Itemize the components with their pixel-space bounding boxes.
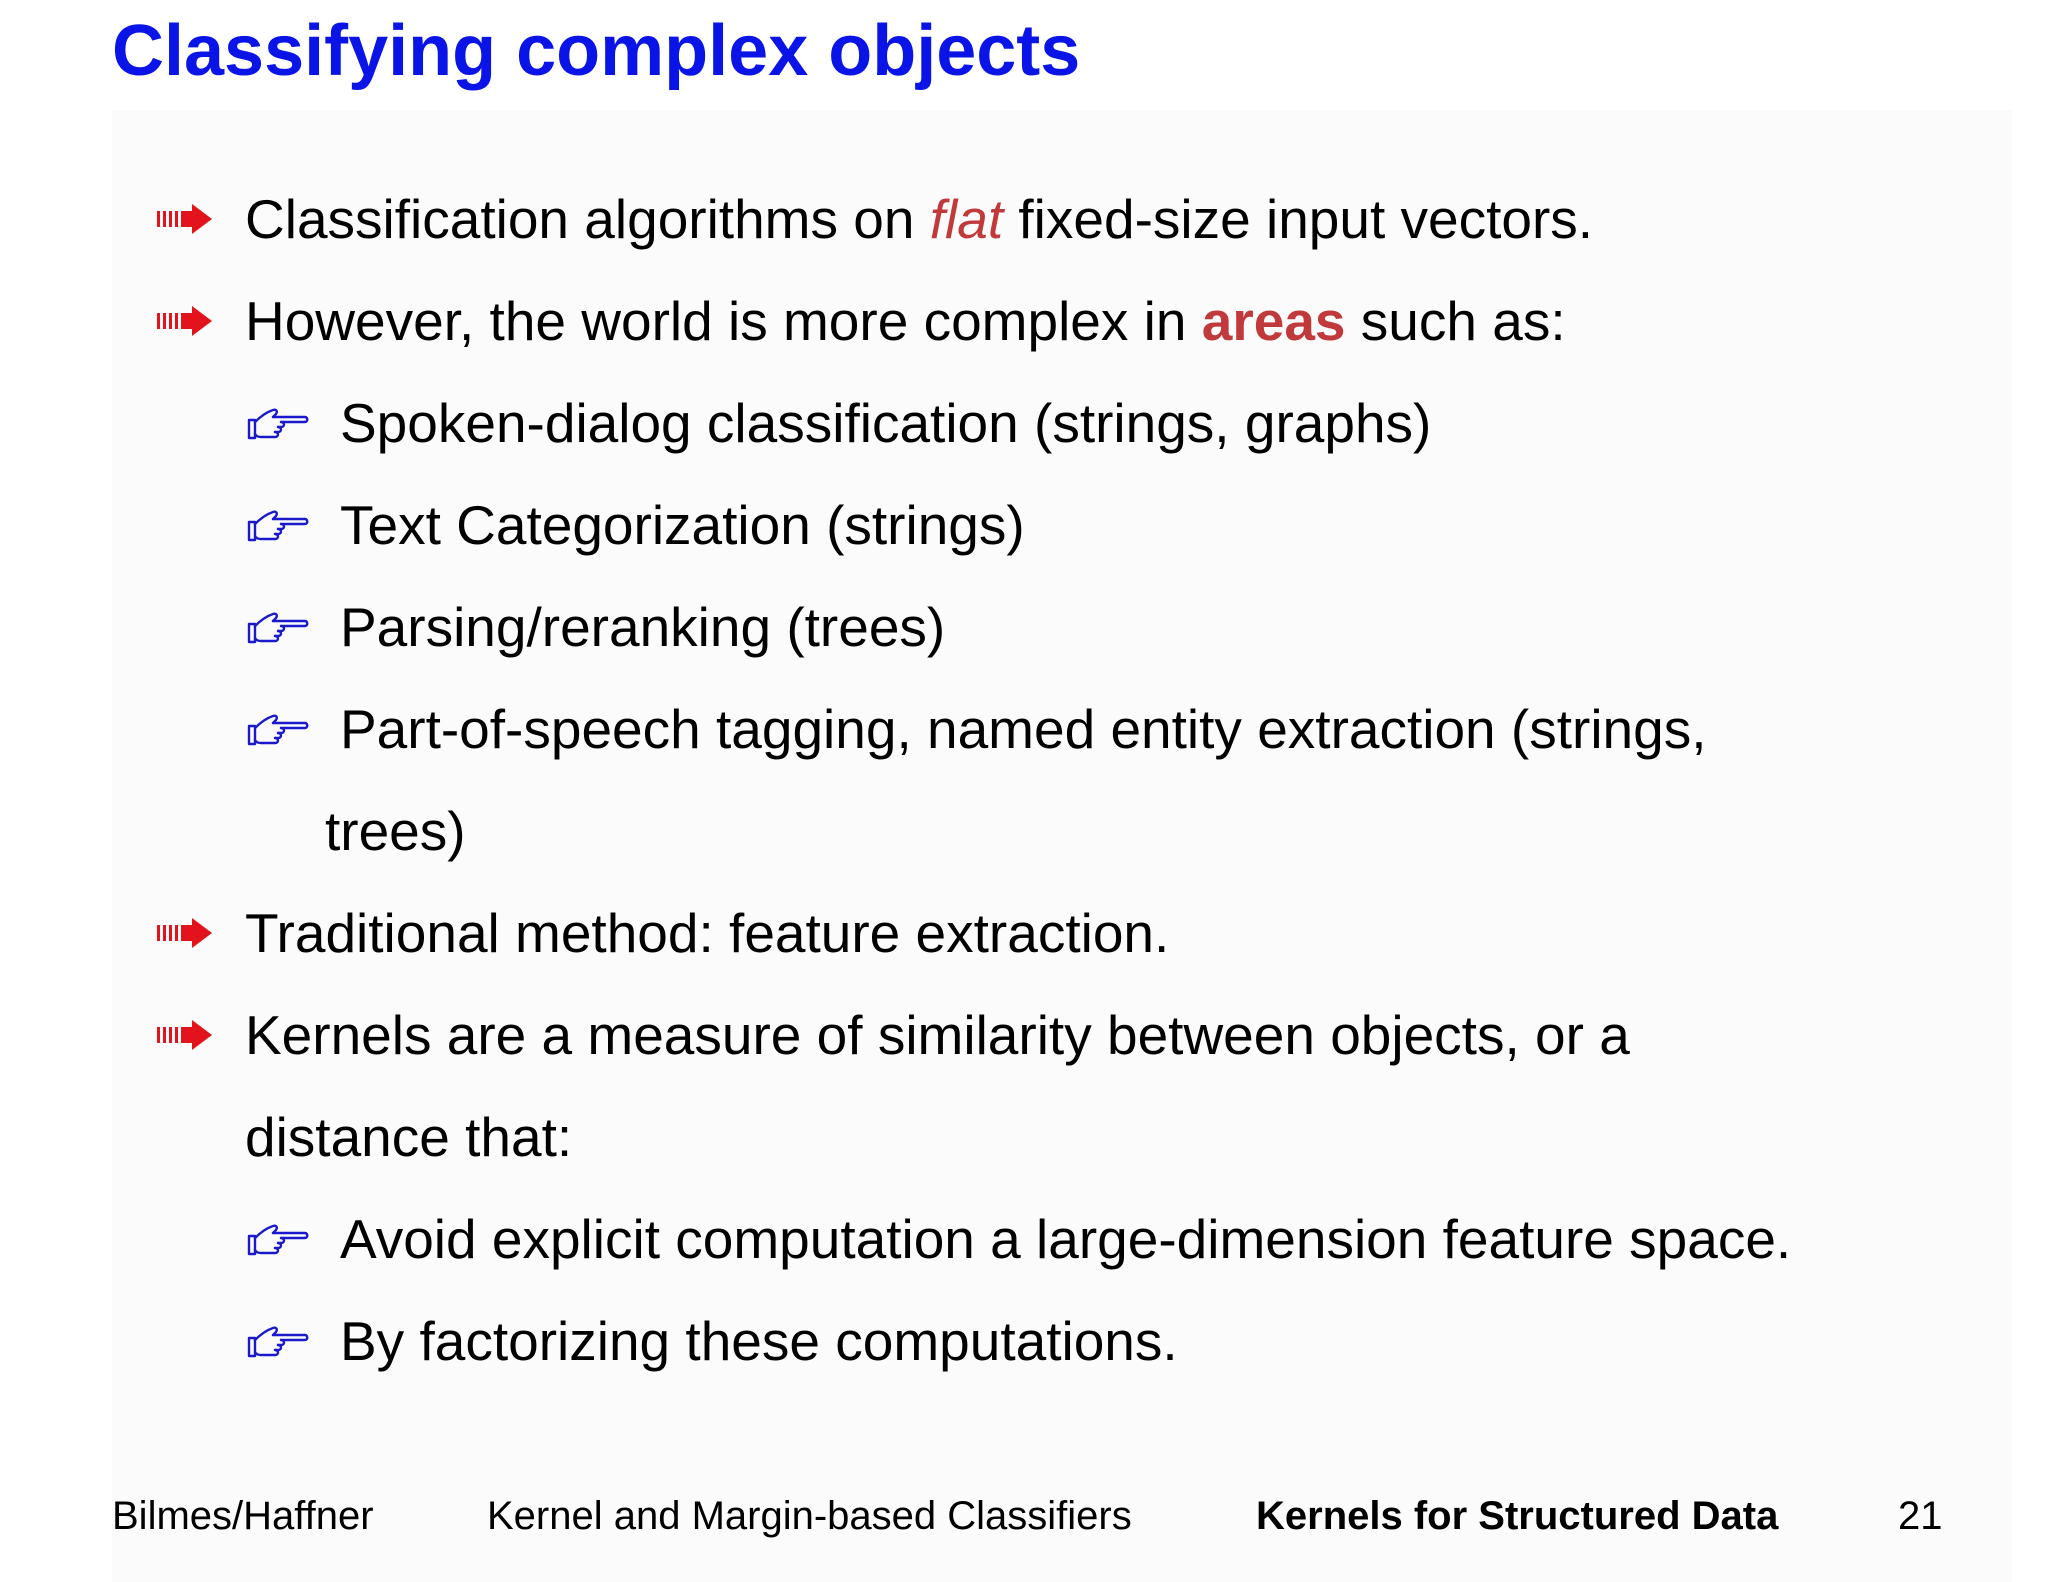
pointing-hand-icon — [245, 1220, 311, 1260]
bullet-text: Kernels are a measure of similarity between objects, or a — [245, 1004, 1630, 1066]
sub-bullet-text: By factorizing these computations. — [340, 1310, 1178, 1372]
emphasis-areas: areas — [1201, 290, 1346, 352]
bullet-text-post: such as: — [1345, 290, 1566, 352]
pointing-hand-icon — [245, 506, 311, 546]
bullet-text — [245, 188, 1594, 250]
bullet-text-post: fixed-size input vectors. — [1003, 188, 1594, 250]
bullet-text-pre: Classification algorithms on — [245, 188, 930, 250]
pointing-hand-icon — [245, 1322, 311, 1362]
red-arrow-bullet-icon — [155, 304, 213, 338]
footer-section: Kernels for Structured Data — [1256, 1494, 1779, 1538]
pointing-hand-icon — [245, 404, 311, 444]
sub-bullet-text: Part-of-speech tagging, named entity extraction (strings, — [340, 698, 1707, 760]
footer-page-number: 21 — [1898, 1494, 1943, 1538]
red-arrow-bullet-icon — [155, 916, 213, 950]
emphasis-flat: flat — [929, 188, 1004, 250]
bullet-text-pre: However, the world is more complex in — [245, 290, 1202, 352]
slide-title: Classifying complex objects — [112, 11, 1081, 91]
footer-authors: Bilmes/Haffner — [112, 1494, 374, 1538]
sub-bullet-text: Text Categorization (strings) — [340, 494, 1025, 556]
sub-bullet-continuation: trees) — [325, 800, 466, 862]
sub-bullet-text: Parsing/reranking (trees) — [340, 596, 946, 658]
pointing-hand-icon — [245, 710, 311, 750]
footer-course: Kernel and Margin-based Classifiers — [487, 1494, 1132, 1538]
bullet-continuation: distance that: — [245, 1106, 573, 1168]
sub-bullet-text: Spoken-dialog classification (strings, graphs) — [340, 392, 1432, 454]
sub-bullet-text: Avoid explicit computation a large-dimension feature space. — [340, 1208, 1792, 1270]
red-arrow-bullet-icon — [155, 202, 213, 236]
red-arrow-bullet-icon — [155, 1018, 213, 1052]
bullet-text: Traditional method: feature extraction. — [245, 902, 1170, 964]
bullet-text — [245, 290, 1566, 352]
pointing-hand-icon — [245, 608, 311, 648]
